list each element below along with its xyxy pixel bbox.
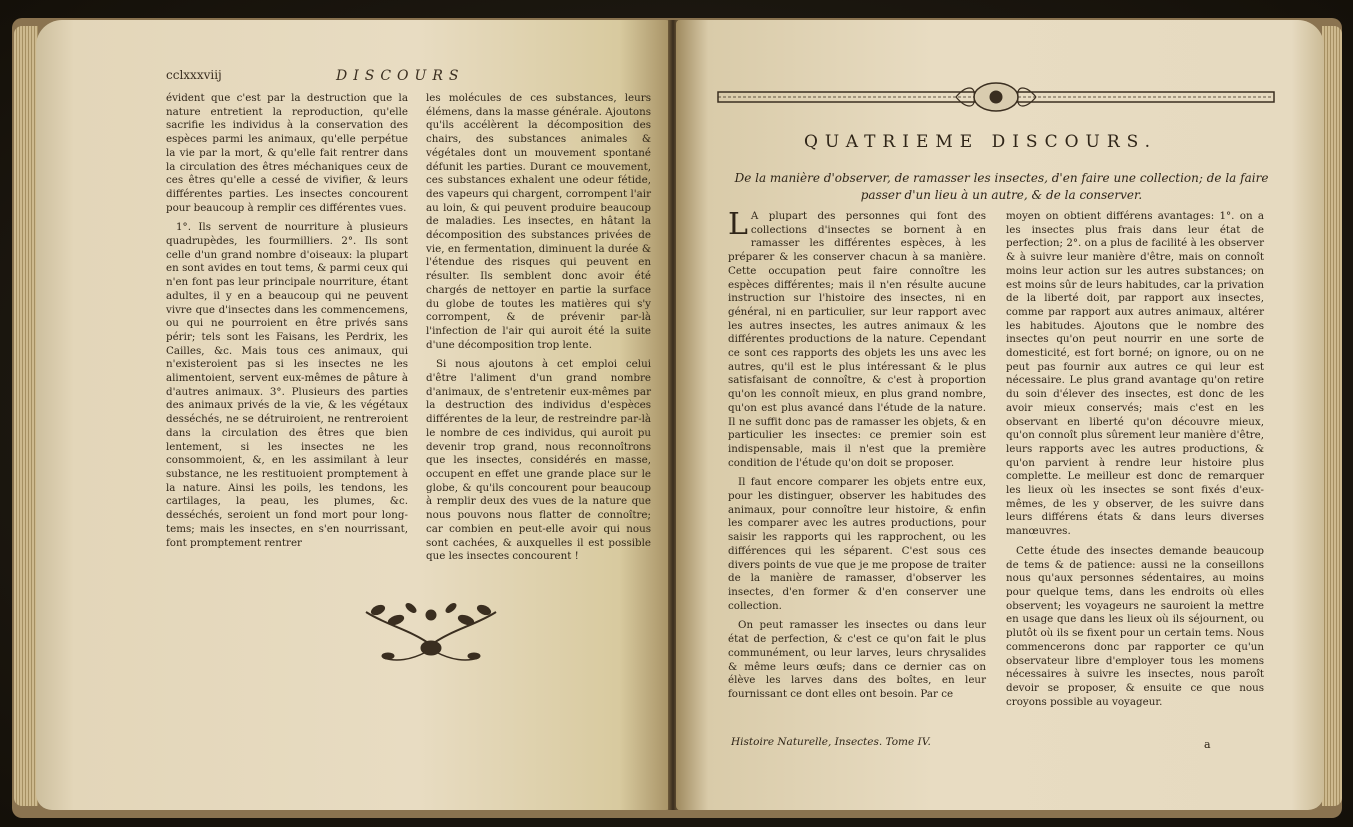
footer-title: Histoire Naturelle, Insectes. Tome IV. [731,736,931,748]
left-column-1 [166,92,408,556]
paragraph: Cette étude des insectes demande beaucoup de tems & de patience: aussi ne la conseillons nous qu'aux personnes sédentaires, au moins pour quelque tems, dans les endroits où elles observent; les voyageurs ne sauroient la mettre en usage que dans les lieux où ils séjournent, ou plutôt où ils se fixent pour un certain tems. Nous commencerons donc par rapporter ce qu'un observateur libre d'employer tous les momens nécessaires à suivre les insectes, nous paroît devoir se proposer, & ensuite ce que nous croyons possible au voyageur. [1006,544,1264,708]
right-page [676,20,1324,810]
paragraph: évident que c'est par la destruction que la nature entretient la reproduction, qu'elle sacrifie les individus à la conservation des espèces parmi les animaux, qu'elle perpétue la vie par la mort, & qu'elle fait rentrer dans la circulation des êtres méchaniques ceux de ces êtres qu'elle a cessé de vivifier, & leurs différentes parties. Les insectes concourent pour beaucoup à remplir ces différentes vues. [166,92,408,214]
paragraph: On peut ramasser les insectes ou dans leur état de perfection, & c'est ce qu'on fait le plus communément, ou leur larves, leurs chrysalides & même leurs œufs; dans ce dernier cas on élève les larves dans des boîtes, en leur fournissant ce dont elles ont besoin. Par ce [728,619,986,700]
right-column-1 [728,207,986,708]
left-page [36,20,670,810]
right-page-stack [1322,26,1342,806]
paragraph: les molécules de ces substances, leurs élémens, dans la masse générale. Ajoutons qu'ils accélèrent la décomposition des chairs, des substances animales & végétales dont un mouvement spontané défunit les parties. Durant ce mouvement, ces substances exhalent une odeur fétide, des vapeurs qui chargent, corrompent l'air au loin, & qui peuvent produire beaucoup de maladies. Les insectes, en hâtant la décomposition des substances privées de vie, en fermentation, diminuent la durée & l'étendue des risques qui peuvent en résulter. Ils semblent donc avoir été chargés de nettoyer en partie la surface du globe de toutes les matières qui s'y corrompent, & de prévenir par-là l'infection de l'air qui auroit été la suite d'une décomposition trop lente. [426,92,651,351]
floral-ornament-icon [356,590,506,670]
paragraph: moyen on obtient différens avantages: 1°. on a les insectes plus frais dans leur état de perfection; 2°. on a plus de facilité à les observer & à suivre leur manière d'être, mais on connoît moins leur action sur les autres substances; on est moins sûr de leurs habitudes, car la privation de la liberté doit, par rapport aux insectes, comme par rapport aux autres animaux, altérer les habitudes. Ajoutons que le nombre des insectes qu'on peut nourrir en une sorte de domesticité, est fort borné; on ignore, ou on ne peut pas fournir aux autres ce qui leur est nécessaire. Le plus grand avantage qu'on retire du soin d'élever des insectes, est donc de les avoir mieux conservés; mais c'est en les observant en liberté qu'on découvre mieux, qu'on connoît plus sûrement leur manière d'être, leurs rapports avec les autres productions, & qu'on parvient à rendre leur histoire plus complette. Le meilleur est donc de remarquer les lieux où les insectes se sont fixés d'eux-mêmes, de les y observer, de les suivre dans leurs différens états & dans leurs diverses manœuvres. [1006,210,1264,538]
paragraph: Il faut encore comparer les objets entre eux, pour les distinguer, observer les habitudes des animaux, pour connoître leur histoire, & enfin les comparer avec les autres productions, pour saisir les rapports qui les rapprochent, ou les différences qui les séparent. C'est sous ces divers points de vue que je me propose de traiter de la manière de ramasser, d'observer les insectes, d'en former & d'en conserver une collection. [728,476,986,612]
discourse-subtitle: De la manière d'observer, de ramasser les insectes, d'en faire une collection; de la faire passer d'un lieu à un autre, & de la conserver. [734,171,1269,202]
left-page-stack [14,26,38,806]
right-column-2 [1006,210,1264,715]
left-column-2 [426,92,651,570]
paragraph: Si nous ajoutons à cet emploi celui d'être l'aliment d'un grand nombre d'animaux, de s'entretenir eux-mêmes par la destruction des individus d'espèces différentes de la leur, de restreindre par-là le nombre de ces individus, qui auroit pu devenir trop grand, nous reconnoîtrons que les insectes, considérés en masse, occupent en effet une grande place sur le globe, & qu'ils concourent pour beaucoup à remplir deux des vues de la nature que nous pouvons nous flatter de connoître; car combien en peut-elle avoir qui nous sont cachées, & auxquelles il est possible que les insectes concourent ! [426,358,651,563]
running-head: DISCOURS [336,68,465,84]
decorative-banner-icon [716,80,1276,114]
paragraph: L A plupart des personnes qui font des collections d'insectes se bornent à en ramasser les différentes espèces, à les préparer & les conserver chacun à sa manière. Cette occupation peut faire connoître les espèces différentes; mais il n'en résulte aucune instruction sur l'histoire des insectes, ni en général, ni en particulier, sur leur rapport avec les autres insectes, les autres animaux & les différentes productions de la nature. Cependant ce sont ces rapports des objets les uns avec les autres, qu'il est le plus intéressant & le plus satisfaisant de connoître, & c'est à proportion qu'on les connoît mieux, en plus grand nombre, qu'on est plus avancé dans l'étude de la nature. Il ne suffit donc pas de ramasser les objets, & en particulier les insectes: ce premier soin est indispensable, mais il n'est que la première condition de l'étude qu'on doit se proposer. [728,207,986,469]
signature-mark: a [1204,738,1211,751]
discourse-title: QUATRIEME DISCOURS. [804,132,1158,152]
page-number: cclxxxviij [166,68,222,82]
paragraph: 1°. Ils servent de nourriture à plusieurs quadrupèdes, les fourmilliers. 2°. Ils sont celle d'un grand nombre d'oiseaux: la plupart en sont avides en tout tems, & parmi ceux qui n'en font pas leur principale nourriture, étant adultes, il y en a beaucoup qui ne peuvent vivre que d'insectes dans les commencemens, ou qui ne pourroient en être privés sans périr; tels sont les Faisans, les Perdrix, les Cailles, &c. Mais tous ces animaux, qui n'existeroient pas si les insectes ne les alimentoient, servent eux-mêmes de pâture à d'autres animaux. 3°. Plusieurs des parties des animaux privés de la vie, & les végétaux desséchés, ne se détruiroient, ne rentreroient dans la circulation des êtres que bien lentement, si les insectes ne les consommoient, &, en les assimilant à leur substance, ne les restituoient promptement à la nature. Ainsi les poils, les tendons, les cartilages, la peau, les plumes, &c. desséchés, seroient un fond mort pour long-tems; mais les insectes, en s'en nourrissant, font promptement rentrer [166,221,408,549]
drop-cap: L [728,207,748,242]
